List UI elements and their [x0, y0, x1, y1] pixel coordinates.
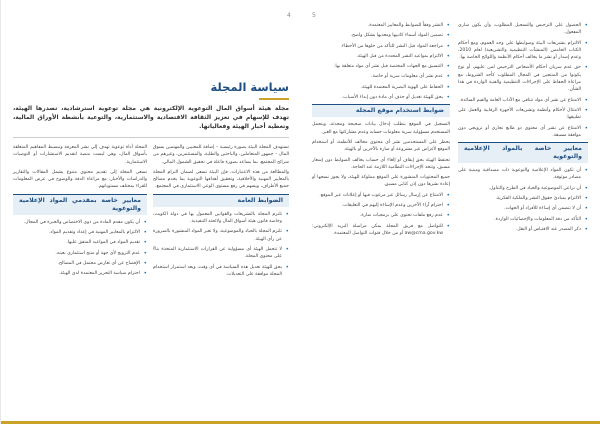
left-page-column-right: [153, 144, 289, 281]
page-number: 5: [312, 12, 316, 19]
list-item: • يحق للهيئة تعديل أو حذف أي مادة دون إبداء الأسباب.: [312, 94, 443, 101]
bullet-list: [153, 211, 289, 278]
list-item: • عدم رفع ملفات تحتوي على برمجيات ضارة.: [312, 212, 443, 219]
list-item: • يحق للهيئة تعديل هذه السياسة في أي وقت، ويعد استمرار استخدام المجلة موافقة على التعديلات.: [153, 264, 282, 279]
list-item: • الامتناع عن إرسال رسائل غير مرغوب فيها أو إعلانات عبر الموقع.: [312, 192, 443, 199]
bullet-list: [458, 22, 588, 139]
page-number: 4: [287, 12, 291, 19]
paragraph: التسجيل في الموقع يتطلب إدخال بيانات صحيحة ومحدثة، ويتحمل المستخدم مسؤولية سرية معلومات حسابه وعدم مشاركتها مع الغير.: [312, 122, 450, 135]
list-item: • الامتناع عن نشر أي محتوى ذو طابع تجاري أو ترويجي دون موافقة مسبقة.: [458, 125, 581, 140]
list-item: • عدم نشر أي معلومات سرية أو خاصة.: [312, 73, 443, 80]
list-item: • أن تكون المواد الإعلامية والتوعوية ذات مصداقية ومبنية على مصادر موثوقة.: [458, 167, 581, 182]
paragraph: والمطالعة من هذه الاعتبارات، فإن البيئة تسعى لضمان التزام المجلة بالمعايير المهنية والأخلاقية، وتحقيق أهدافها التوعوية بما يخدم مصالح جميع الأطراف، ويسهم في رفع مستوى الوعي الاستثماري في المجتمع.: [153, 169, 289, 190]
bullet-list: [312, 192, 450, 237]
list-item: • النشر وفقاً للضوابط والمعايير المعتمدة.: [312, 22, 443, 29]
section-heading: الضوابط العامة: [153, 194, 289, 207]
list-item: • حق عدم سريان أحكام الأشخاص الترخيص لمن عليهم، أو نوع يكونوا من المنتجين في المجال المطلوب كأحد الشروط، مع مراعاة الحفاظ على الإجراءات التنظيمية والفنية الواردة في هذا الشأن.: [458, 64, 581, 93]
paragraph: تسعى المجلة إلى تقديم محتوى متنوع يشمل المقالات والتقارير والدراسات والأخبار، مع مراعاة الدقة والوضوح في عرض المعلومات للقراء بمختلف مستوياتهم.: [13, 169, 147, 190]
list-item: • تضمين المواد أسماء كاتبيها ومعديها بشكل واضح.: [312, 32, 443, 39]
list-item: • احترام آراء الآخرين وعدم الإساءة إليهم في التعليقات.: [312, 202, 443, 209]
list-item: • ذكر المصدر عند الاقتباس أو النقل.: [458, 226, 581, 233]
list-item: • مراجعة المواد قبل النشر للتأكد من خلوها من الأخطاء.: [312, 43, 443, 50]
list-item: • لا تتحمل الهيئة أي مسؤولية عن القرارات الاستثمارية المتخذة بناءً على محتوى المجلة.: [153, 246, 282, 261]
list-item: • تلتزم المجلة بالحياد والموضوعية، ولا تعبر المواد المنشورة بالضرورة عن رأي الهيئة.: [153, 228, 282, 243]
intro-paragraph: مجلة هيئة أسواق المال التوعوية الإلكترونية هي مجلة توعوية استرشادية، تصدرها الهيئة، تهدف للإسهام في تعزيز الثقافة الاقتصادية والاستثمارية، والتوعية بأنشطة الأوراق المالية، وتغطية أخبار الهيئة وفعالياتها.: [13, 105, 289, 130]
list-item: • الالتزام بتشريعات البيئة وضوابطها على وجه العموم، ومع أحكام الكتاب الخامس (المنشآت التنظيمية والتشريعية) لعام 2010، وعدم إصدار أو نشر ما يخالف أحكام الأنظمة واللوائح الخاصة بها.: [458, 40, 581, 62]
title-underline: [259, 98, 289, 100]
paragraph: تستهدف المجلة البيئة بصورة رئيسية – إضافة للمعنيين والمهتمين بسوق المال – جمهور المتعاملين، والباحثين والطلبة، والمستثمرين، وغيرهم من شرائح المجتمع، بما يساعد بصورة فاعلة في تحقيق الشمول المالي.: [153, 145, 289, 165]
bullet-list: [13, 219, 147, 278]
left-page-column-left: [13, 144, 147, 281]
list-item: • الالتزام بمبادئ حقوق النشر والملكية الفكرية.: [458, 195, 581, 202]
list-item: • احترام سياسة التحرير المعتمدة لدى الهيئة.: [13, 270, 140, 277]
section-heading: معايير خاصة بمقدمي المواد الإعلامية والتوعوية: [13, 194, 147, 215]
list-item: • أن تراعي الموضوعية والحياد في الطرح والتناول.: [458, 185, 581, 192]
list-item: • تلتزم المجلة بالتشريعات والقوانين المعمول بها في دولة الكويت، وخاصة قانون هيئة أسواق المال ولائحته التنفيذية.: [153, 211, 282, 226]
paragraph: المجلة أداة توعوية تهدف إلى نشر المعرفة وتبسيط المفاهيم المتعلقة بأسواق المال، وهي ليست منصة لتقديم الاستشارات أو التوصيات الاستثمارية.: [13, 145, 147, 165]
list-item: • الامتناع عن نشر أي مواد تتنافى مع الآداب العامة والقيم السائدة.: [458, 97, 581, 104]
list-item: • عدم الترويج لأي جهة أو منتج استثماري بعينه.: [13, 250, 140, 257]
list-item: • الامتثال لأحكام وأنظمة وتشريعات الأجهزة الرقابية والعمل على تطبيقها.: [458, 107, 581, 122]
list-item: • أن يكون مقدم المادة من ذوي الاختصاص والخبرة في المجال.: [13, 219, 140, 226]
list-item: • التأكد من دقة المعلومات والإحصائيات الواردة.: [458, 216, 581, 223]
list-item: • التنسيق مع الجهات المختصة قبل نشر أي مواد متعلقة بها.: [312, 63, 443, 70]
list-item: • الإفصاح عن أي تعارض محتمل في المصالح.: [13, 260, 140, 267]
section-heading: ضوابط استخدام موقع المجلة: [312, 104, 450, 117]
page-title: سياسة المجلة: [210, 80, 289, 94]
list-item: • الحصول على الترخيص والتسجيل المطلوب، وأن يكون ساري المفعول.: [458, 22, 581, 37]
section-divider: [13, 137, 289, 138]
bullet-list: [458, 167, 588, 233]
bullet-list: [312, 22, 450, 101]
paragraph: جميع المحتويات المنشورة على الموقع مملوكة للهيئة، ولا يجوز نسخها أو إعادة نشرها دون إذن كتابي مسبق.: [312, 175, 450, 188]
paragraph: يحظر على المستخدمين نشر أي محتوى مخالف للأنظمة، أو استخدام الموقع لأغراض غير مشروعة أو ضارة بالآخرين أو بالهيئة.: [312, 139, 450, 153]
right-page-column-right: [458, 22, 588, 236]
section-heading: معايير خاصة بالمواد الإعلامية والتوعوية: [458, 142, 588, 163]
paragraph: تحتفظ الهيئة بحق إيقاف أو إلغاء أي حساب يخالف الضوابط دون إشعار مسبق، وتتخذ الإجراءات النظامية اللازمة عند الحاجة.: [312, 157, 450, 170]
list-item: • أن لا تتضمن أي إساءة للأفراد أو الجهات.: [458, 205, 581, 212]
page-5: [300, 0, 600, 424]
right-page-column-left: [312, 22, 450, 240]
list-item: • تقديم المواد في المواعيد المتفق عليها.: [13, 239, 140, 246]
list-item: • الالتزام بمواعيد النشر المحددة من قبل الهيئة.: [312, 53, 443, 60]
list-item: • للتواصل مع فريق المجلة يمكن مراسلة البريد الإلكتروني: aw@cma.gov.kw أو من خلال قنوات التواصل المعتمدة.: [312, 223, 443, 238]
list-item: • الحفاظ على الهوية البصرية المعتمدة للهيئة.: [312, 84, 443, 91]
list-item: • الالتزام بالمعايير المهنية في إعداد وتقديم المواد.: [13, 229, 140, 236]
